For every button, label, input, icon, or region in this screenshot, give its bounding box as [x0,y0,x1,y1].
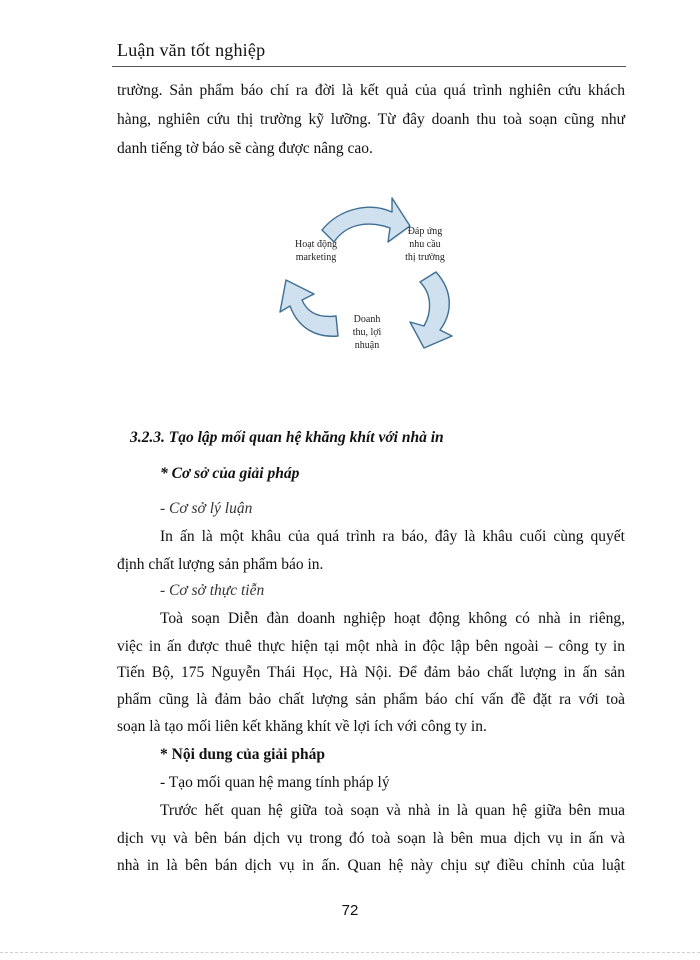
basis-title: * Cơ sở của giải pháp [160,465,300,482]
marketing-label-line: marketing [295,252,337,263]
cycle-arrow-left [280,280,338,336]
intro-line-1: trường. Sản phẩm báo chí ra đời là kết quả của quá trình nghiên cứu khách [117,82,625,99]
marketing-label-line: Hoạt động [295,239,337,250]
header-rule [112,66,626,67]
section-heading: 3.2.3. Tạo lập mối quan hệ khăng khít với nhà in [130,429,444,446]
diagram-label-marketing [276,238,356,264]
diagram-label-revenue [332,313,402,352]
demand-label-line: thị trường [405,252,445,263]
intro-line-3: danh tiếng tờ báo sẽ càng được nâng cao. [117,140,373,157]
theory-line-2: định chất lượng sản phẩm báo in. [117,556,324,573]
practice-line-1: Toà soạn Diễn đàn doanh nghiệp hoạt động không có nhà in riêng, [160,610,625,627]
demand-label-line: Đáp ứng [407,226,443,237]
theory-label: - Cơ sở lý luận [160,500,253,517]
page-number: 72 [341,902,359,919]
practice-line-4: phẩm cũng là đảm bảo chất lượng sản phẩm báo chí vấn đề đặt ra với toà [117,691,625,708]
practice-line-3: Tiến Bộ, 175 Nguyễn Thái Học, Hà Nội. Để đảm bảo chất lượng in ấn sản [117,664,625,681]
content-title: * Nội dung của giải pháp [160,746,325,763]
intro-line-2: hàng, nghiên cứu thị trường kỹ lưỡng. Từ đây doanh thu toà soạn cũng như [117,111,625,128]
practice-label: - Cơ sở thực tiễn [160,582,265,599]
revenue-label-line: nhuận [354,340,380,351]
cycle-arrow-right [410,272,452,348]
diagram-label-demand [385,225,465,264]
revenue-label-line: Doanh [353,314,381,325]
legal-line-3: nhà in là bên bán dịch vụ in ấn. Quan hệ này chịu sự điều chỉnh của luật [117,857,625,874]
practice-line-5: soạn là tạo mối liên kết khăng khít về lợi ích với công ty in. [117,718,487,735]
legal-line-1: Trước hết quan hệ giữa toà soạn và nhà in là quan hệ giữa bên mua [160,802,625,819]
running-header: Luận văn tốt nghiệp [117,40,266,60]
bottom-rule [0,952,700,953]
legal-line-2: dịch vụ và bên bán dịch vụ trong đó toà soạn là bên mua dịch vụ in ấn và [117,830,625,847]
revenue-label-line: thu, lợi [352,327,382,338]
legal-label: - Tạo mối quan hệ mang tính pháp lý [160,774,390,791]
demand-label-line: nhu cầu [409,239,441,250]
practice-line-2: việc in ấn được thuê thực hiện tại một nhà in độc lập bên ngoài – công ty in [117,638,625,655]
theory-line-1: In ấn là một khâu của quá trình ra báo, đây là khâu cuối cùng quyết [160,528,625,545]
